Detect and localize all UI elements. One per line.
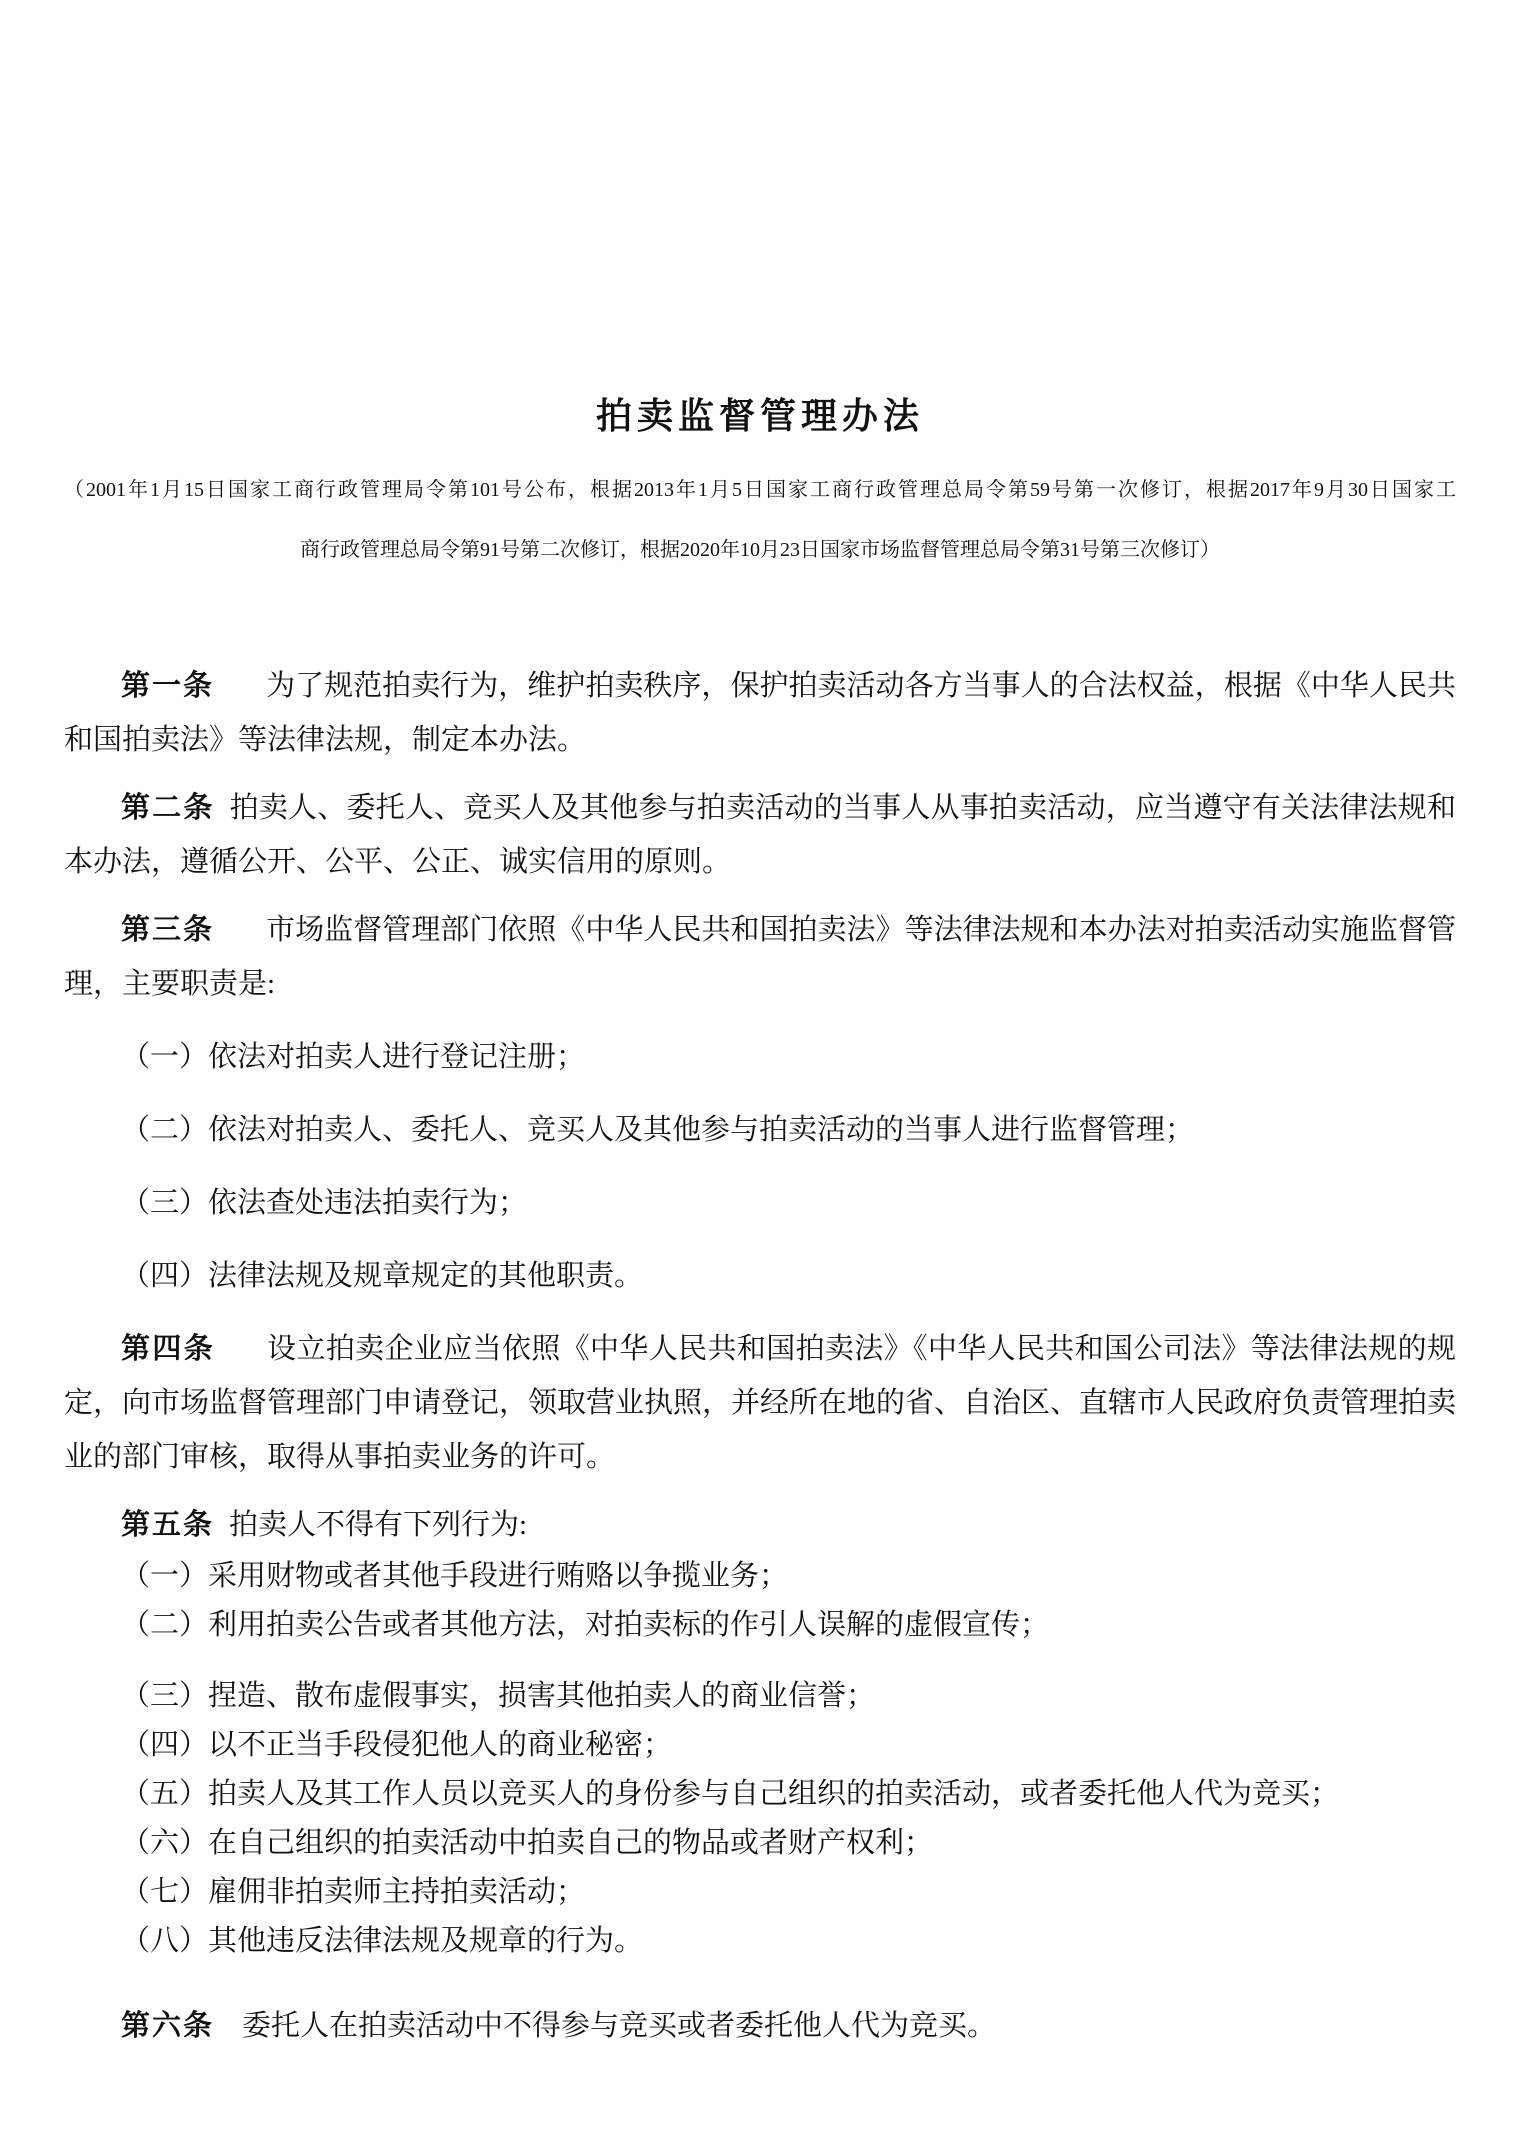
article-5-item-7: （七）雇佣非拍卖师主持拍卖活动； <box>121 1876 586 1908</box>
article-4 <box>64 1321 1456 1484</box>
article-3 <box>64 902 1456 1011</box>
article-6-label: 第六条 <box>121 2008 215 2042</box>
article-5-item-8: （八）其他违反法律法规及规章的行为。 <box>121 1925 644 1957</box>
article-5-item-3: （三）捏造、散布虚假事实，损害其他拍卖人的商业信誉； <box>121 1680 876 1712</box>
preamble <box>64 460 1456 580</box>
article-4-label: 第四条 <box>121 1331 216 1365</box>
preamble-line-2: 商行政管理总局令第91号第二次修订，根据2020年10月23日国家市场监督管理总局令第31号第三次修订） <box>300 539 1220 561</box>
article-2-label: 第二条 <box>121 790 215 824</box>
article-2-text: 拍卖人、委托人、竞买人及其他参与拍卖活动的当事人从事拍卖活动，应当遵守有关法律法规和本办法，遵循公开、公平、公正、诚实信用的原则。 <box>64 792 1456 878</box>
article-1 <box>64 658 1456 767</box>
document-title: 拍卖监督管理办法 <box>595 395 924 437</box>
article-5-item-5: （五）拍卖人及其工作人员以竞买人的身份参与自己组织的拍卖活动，或者委托他人代为竞买； <box>121 1778 1340 1810</box>
article-2 <box>64 780 1456 889</box>
article-3-label: 第三条 <box>121 912 215 946</box>
article-5-item-4: （四）以不正当手段侵犯他人的商业秘密； <box>121 1729 673 1761</box>
article-3-item-2: （二）依法对拍卖人、委托人、竞买人及其他参与拍卖活动的当事人进行监督管理； <box>121 1114 1195 1146</box>
article-5-item-2: （二）利用拍卖公告或者其他方法，对拍卖标的作引人误解的虚假宣传； <box>121 1609 1050 1641</box>
article-1-label: 第一条 <box>121 668 215 702</box>
article-5 <box>64 1497 1456 1552</box>
article-6-text: 委托人在拍卖活动中不得参与竞买或者委托他人代为竞买。 <box>242 2010 997 2042</box>
article-1-text: 为了规范拍卖行为，维护拍卖秩序，保护拍卖活动各方当事人的合法权益，根据《中华人民共和国拍卖法》等法律法规，制定本办法。 <box>64 670 1456 756</box>
article-4-text: 设立拍卖企业应当依照《中华人民共和国拍卖法》《中华人民共和国公司法》等法律法规的规定，向市场监督管理部门申请登记，领取营业执照，并经所在地的省、自治区、直辖市人民政府负责管理拍卖业的部门审核，取得从事拍卖业务的许可。 <box>64 1333 1457 1473</box>
article-3-item-1: （一）依法对拍卖人进行登记注册； <box>121 1041 586 1073</box>
preamble-line-1: （2001年1月15日国家工商行政管理局令第101号公布，根据2013年1月5日国家工商行政管理总局令第59号第一次修订，根据2017年9月30日国家工 <box>64 479 1456 501</box>
article-5-item-1: （一）采用财物或者其他手段进行贿赂以争揽业务； <box>121 1560 789 1592</box>
article-5-item-6: （六）在自己组织的拍卖活动中拍卖自己的物品或者财产权利； <box>121 1827 934 1859</box>
article-6 <box>64 1998 1456 2053</box>
article-5-text: 拍卖人不得有下列行为: <box>229 1509 528 1541</box>
article-3-item-3: （三）依法查处违法拍卖行为； <box>121 1187 528 1219</box>
article-5-label: 第五条 <box>121 1507 215 1541</box>
article-3-item-4: （四）法律法规及规章规定的其他职责。 <box>121 1260 644 1292</box>
article-3-text: 市场监督管理部门依照《中华人民共和国拍卖法》等法律法规和本办法对拍卖活动实施监督管理，主要职责是: <box>64 914 1456 1000</box>
